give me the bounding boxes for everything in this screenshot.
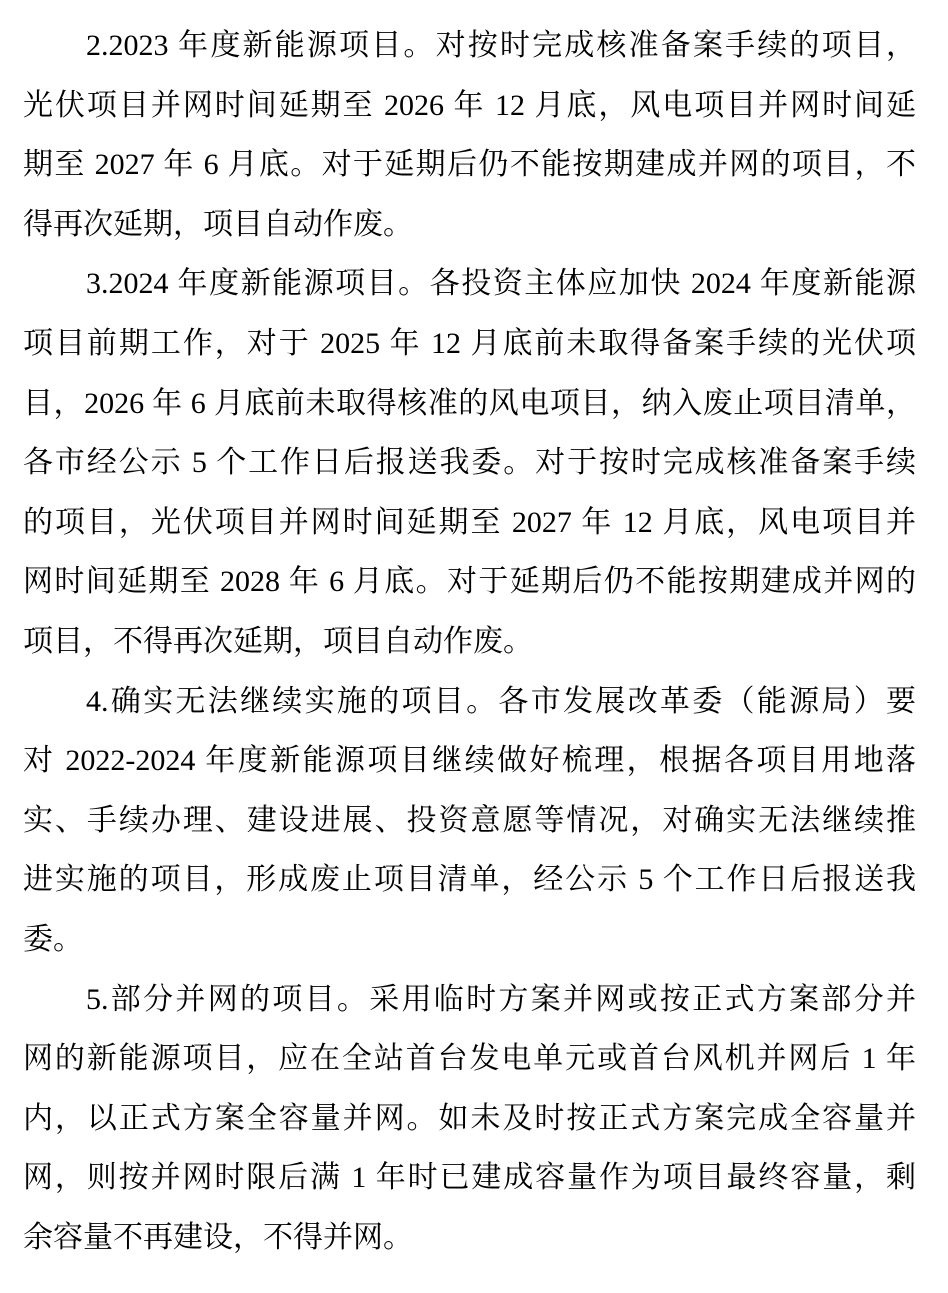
- text-line: 各市经公示 5 个工作日后报送我委。对于按时完成核准备案手续: [23, 446, 916, 480]
- text-line: 网，则按并网时限后满 1 年时已建成容量作为项目最终容量，剩: [23, 1161, 916, 1195]
- text-line: 期至 2027 年 6 月底。对于延期后仍不能按期建成并网的项目，不: [23, 148, 916, 182]
- text-line: 的项目，光伏项目并网时间延期至 2027 年 12 月底，风电项目并: [23, 505, 916, 539]
- paragraph-projects-unable-to-continue: [23, 672, 916, 970]
- text-line: 进实施的项目，形成废止项目清单，经公示 5 个工作日后报送我: [23, 863, 916, 897]
- text-line: 对 2022-2024 年度新能源项目继续做好梳理，根据各项目用地落: [23, 744, 916, 778]
- text-line: 委。: [23, 922, 83, 956]
- text-line: 2.2023 年度新能源项目。对按时完成核准备案手续的项目，: [86, 29, 916, 62]
- paragraph-2023-annual-new-energy-projects: [23, 16, 916, 254]
- text-line: 实、手续办理、建设进展、投资意愿等情况，对确实无法继续推: [23, 803, 916, 837]
- text-line: 5.部分并网的项目。采用临时方案并网或按正式方案部分并: [86, 982, 916, 1016]
- text-line: 余容量不再建设，不得并网。: [23, 1220, 413, 1254]
- text-line: 4.确实无法继续实施的项目。各市发展改革委（能源局）要: [86, 684, 916, 718]
- text-line: 项目前期工作，对于 2025 年 12 月底前未取得备案手续的光伏项: [23, 326, 916, 360]
- text-line: 项目，不得再次延期，项目自动作废。: [23, 624, 533, 658]
- paragraph-partially-grid-connected-projects: [23, 970, 916, 1268]
- text-line: 网的新能源项目，应在全站首台发电单元或首台风机并网后 1 年: [23, 1042, 916, 1076]
- text-line: 得再次延期，项目自动作废。: [23, 207, 413, 241]
- text-line: 内，以正式方案全容量并网。如未及时按正式方案完成全容量并: [23, 1101, 916, 1135]
- text-line: 3.2024 年度新能源项目。各投资主体应加快 2024 年度新能源: [86, 267, 916, 301]
- text-line: 光伏项目并网时间延期至 2026 年 12 月底，风电项目并网时间延: [23, 88, 916, 122]
- paragraph-2024-annual-new-energy-projects: [23, 254, 916, 671]
- text-line: 网时间延期至 2028 年 6 月底。对于延期后仍不能按期建成并网的: [23, 565, 916, 599]
- text-line: 目，2026 年 6 月底前未取得核准的风电项目，纳入废止项目清单，: [23, 386, 916, 420]
